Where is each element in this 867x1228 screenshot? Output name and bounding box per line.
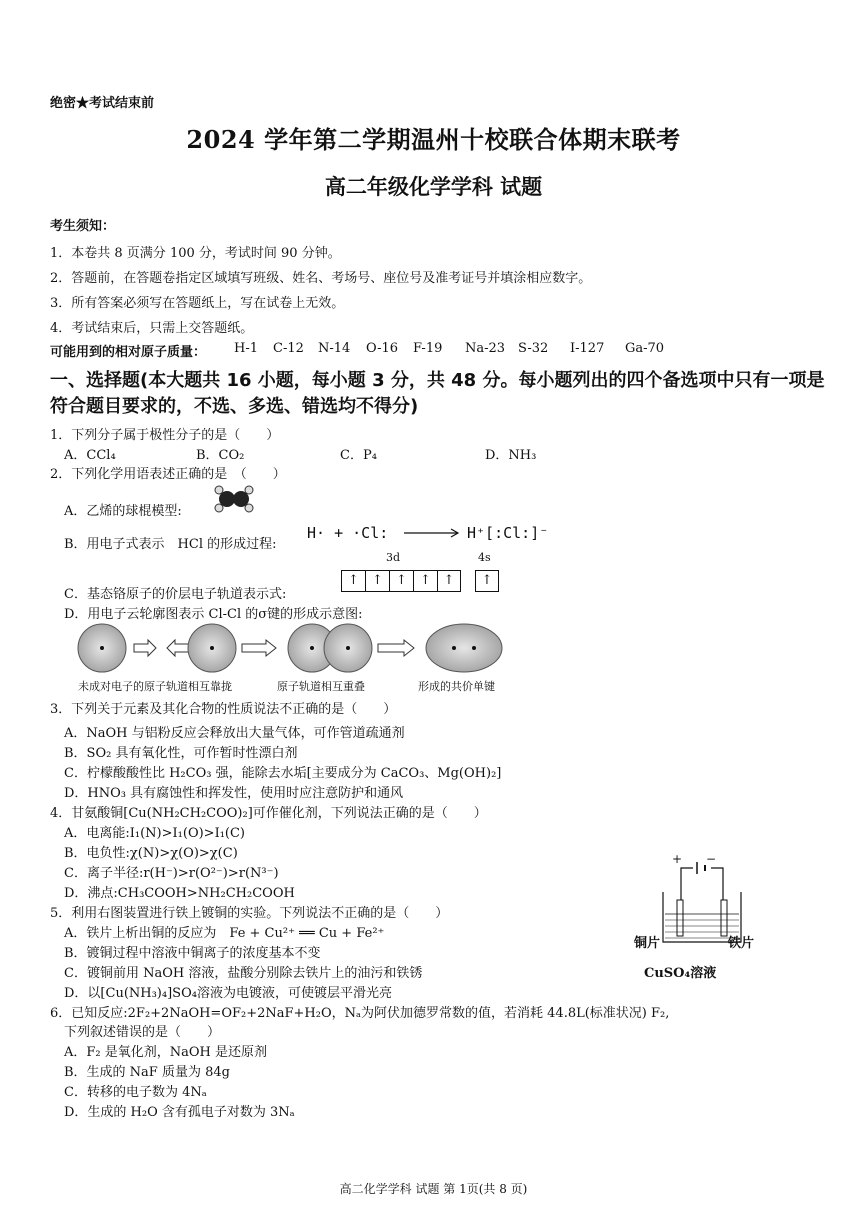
atomic-mass: F-19 — [413, 341, 443, 356]
notice-item: 3．所有答案必须写在答题纸上，写在试卷上无效。 — [50, 296, 345, 311]
question-4-stem: 4．甘氨酸铜[Cu(NH₂CH₂COO)₂]可作催化剂，下列说法正确的是（ ） — [50, 806, 487, 821]
question-2-stem: 2．下列化学用语表述正确的是 （ ） — [50, 467, 286, 482]
atomic-mass: Ga-70 — [625, 341, 665, 356]
atomic-mass: I-127 — [570, 341, 605, 356]
atomic-mass: N-14 — [318, 341, 351, 356]
q4-option-a: A．电离能:I₁(N)>I₁(O)>I₁(C) — [64, 826, 246, 841]
q5-option-c: C．镀铜前用 NaOH 溶液，盐酸分别除去铁片上的油污和铁锈 — [64, 966, 423, 981]
question-5-stem: 5．利用右图装置进行铁上镀铜的实验。下列说法不正确的是（ ） — [50, 906, 449, 921]
notice-item: 4．考试结束后，只需上交答题纸。 — [50, 321, 254, 336]
question-1-stem: 1．下列分子属于极性分子的是（ ） — [50, 428, 280, 443]
orbital-3d-label: 3d — [386, 551, 401, 564]
q1-option-d: D．NH₃ — [485, 448, 537, 463]
sigma-bond-formation-diagram — [76, 622, 516, 676]
q3-option-d: D．HNO₃ 具有腐蚀性和挥发性，使用时应注意防护和通风 — [64, 786, 404, 801]
notice-item: 1．本卷共 8 页满分 100 分，考试时间 90 分钟。 — [50, 246, 341, 261]
q4-option-c: C．离子半径:r(H⁻)>r(O²⁻)>r(N³⁻) — [64, 866, 279, 881]
hcl-formation-left: H· + ·Cl: — [307, 524, 389, 542]
electron-up-arrow: ↑ — [342, 571, 366, 591]
atomic-mass: O-16 — [366, 341, 399, 356]
electron-up-arrow: ↑ — [414, 571, 438, 591]
exam-subtitle: 高二年级化学学科 试题 — [324, 174, 543, 199]
q1-option-a: A．CCl₄ — [64, 448, 116, 463]
notice-heading: 考生须知： — [50, 219, 116, 234]
q4-option-d: D．沸点:CH₃COOH>NH₂CH₂COOH — [64, 886, 295, 901]
orbital-label: 形成的共价单键 — [418, 680, 495, 693]
atomic-mass-label: 可能用到的相对原子质量： — [50, 345, 207, 360]
page-footer: 高二化学学科 试题 第 1页(共 8 页) — [339, 1182, 528, 1196]
q6-option-a: A．F₂ 是氧化剂，NaOH 是还原剂 — [64, 1045, 268, 1060]
q5-option-b: B．镀铜过程中溶液中铜离子的浓度基本不变 — [64, 946, 321, 961]
q6-option-c: C．转移的电子数为 4Nₐ — [64, 1085, 207, 1100]
q1-option-b: B．CO₂ — [196, 448, 245, 463]
q1-option-c: C．P₄ — [340, 448, 377, 463]
q6-option-b: B．生成的 NaF 质量为 84g — [64, 1065, 230, 1080]
reaction-arrow — [402, 526, 462, 540]
confidential-mark: 绝密★考试结束前 — [50, 96, 155, 111]
q2-option-a: A．乙烯的球棍模型: — [64, 504, 182, 519]
q5-option-a: A．铁片上析出铜的反应为 Fe + Cu²⁺ ══ Cu + Fe²⁺ — [64, 926, 385, 941]
atomic-mass: S-32 — [518, 341, 549, 356]
question-6-stem-cont: 下列叙述错误的是（ ） — [64, 1025, 221, 1040]
copper-plate-label: 铜片 — [634, 936, 661, 951]
orbital-4s-label: 4s — [478, 551, 491, 564]
exam-title: 2024 学年第二学期温州十校联合体期末联考 — [186, 125, 681, 154]
q5-option-d: D．以[Cu(NH₃)₄]SO₄溶液为电镀液，可使镀层平滑光亮 — [64, 986, 392, 1001]
q2-option-b: B．用电子式表示 HCl 的形成过程: — [64, 537, 277, 552]
hcl-formation-right: H⁺[:Cl:]⁻ — [467, 524, 549, 542]
q3-option-b: B．SO₂ 具有氧化性，可作暂时性漂白剂 — [64, 746, 298, 761]
q3-option-a: A．NaOH 与铝粉反应会释放出大量气体，可作管道疏通剂 — [64, 726, 405, 741]
orbital-4s-diagram — [475, 570, 499, 592]
q2-option-c: C．基态铬原子的价层电子轨道表示式: — [64, 587, 287, 602]
positive-terminal: + — [672, 852, 683, 866]
orbital-label: 原子轨道相互重叠 — [277, 680, 365, 693]
q4-option-b: B．电负性:χ(N)>χ(O)>χ(C) — [64, 846, 238, 861]
orbital-3d-diagram — [341, 570, 461, 592]
notice-item: 2．答题前，在答题卷指定区域填写班级、姓名、考场号、座位号及准考证号并填涂相应数字。 — [50, 271, 592, 286]
ethylene-ball-stick-model — [212, 483, 256, 515]
electron-up-arrow: ↑ — [481, 573, 493, 588]
question-6-stem: 6．已知反应:2F₂+2NaOH=OF₂+2NaF+H₂O，Nₐ为阿伏加德罗常数的值，若消耗 44.8L(标准状况) F₂, — [50, 1006, 670, 1021]
q6-option-d: D．生成的 H₂O 含有孤电子对数为 3Nₐ — [64, 1105, 295, 1120]
orbital-label: 未成对电子的原子轨道相互靠拢 — [78, 680, 232, 693]
q3-option-c: C．柠檬酸酸性比 H₂CO₃ 强，能除去水垢[主要成分为 CaCO₃、Mg(OH)₂] — [64, 766, 502, 781]
atomic-mass: Na-23 — [465, 341, 506, 356]
question-3-stem: 3．下列关于元素及其化合物的性质说法不正确的是（ ） — [50, 702, 397, 717]
electron-up-arrow: ↑ — [390, 571, 414, 591]
atomic-mass: C-12 — [273, 341, 304, 356]
iron-plate-label: 铁片 — [728, 936, 755, 951]
atomic-mass: H-1 — [234, 341, 259, 356]
section-title: 一、选择题(本大题共 16 小题，每小题 3 分，共 48 分。每小题列出的四个备选项中只有一项是符合题目要求的，不选、多选、错选均不得分) — [50, 370, 825, 417]
electron-up-arrow: ↑ — [443, 573, 455, 588]
cuso4-solution-label: CuSO₄溶液 — [644, 966, 717, 981]
negative-terminal: − — [706, 852, 717, 866]
q2-option-d: D．用电子云轮廓图表示 Cl-Cl 的σ键的形成示意图: — [64, 607, 363, 622]
electron-up-arrow: ↑ — [366, 571, 390, 591]
